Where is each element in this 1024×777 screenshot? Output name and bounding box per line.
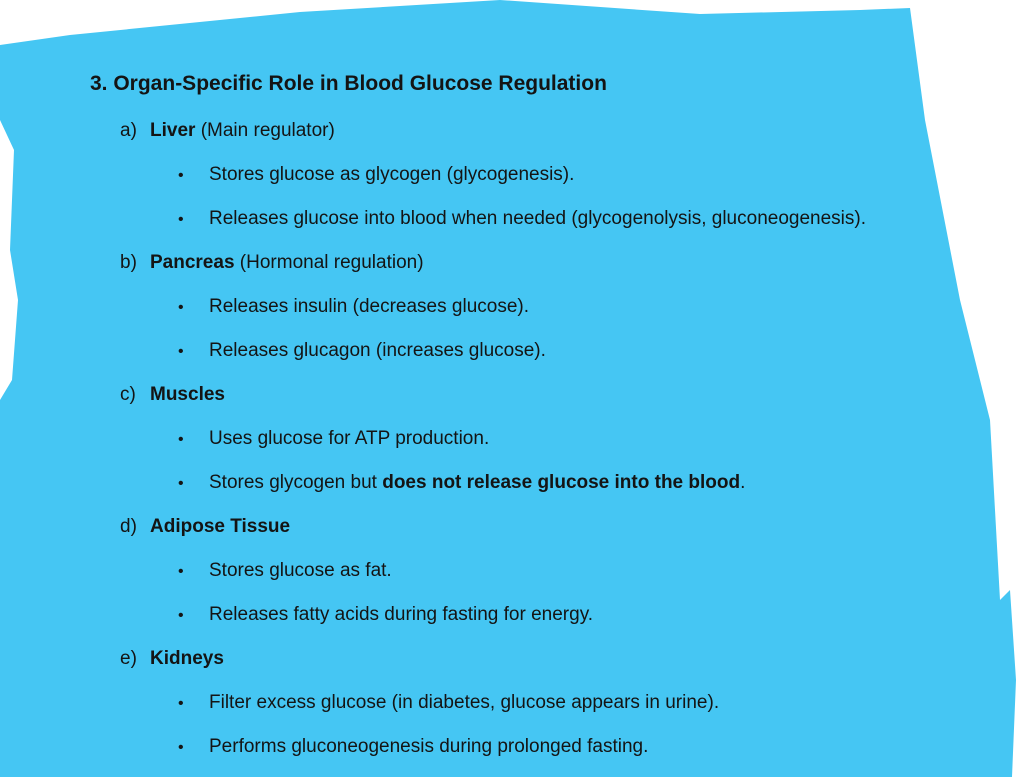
section-heading (120, 648, 224, 670)
bullet-icon: • (178, 299, 184, 316)
section-name: Adipose Tissue (150, 516, 291, 537)
list-item (178, 472, 745, 494)
list-item (178, 296, 529, 318)
list-item-text: Releases insulin (decreases glucose). (209, 296, 529, 317)
list-item-text: Stores glucose as glycogen (glycogenesis). (209, 164, 575, 185)
list-item (178, 604, 593, 626)
bullet-icon: • (178, 563, 184, 580)
section-letter: d) (120, 516, 137, 537)
bullet-icon: • (178, 475, 184, 492)
list-item-text: Releases glucagon (increases glucose). (209, 340, 546, 361)
list-item (178, 164, 574, 186)
list-item-text: Performs gluconeogenesis during prolonged fasting. (209, 736, 649, 757)
list-item (178, 208, 866, 230)
list-item (178, 692, 719, 714)
bullet-icon: • (178, 739, 184, 756)
section-heading (120, 252, 424, 274)
list-item-text: Filter excess glucose (in diabetes, glucose appears in urine). (209, 692, 720, 713)
list-item (178, 736, 648, 758)
section-name: Muscles (150, 384, 225, 405)
section-name: Pancreas (150, 252, 235, 273)
section-name: Liver (150, 120, 196, 141)
list-item-text: Stores glycogen but (209, 472, 383, 493)
list-item (178, 428, 489, 450)
section-heading (120, 516, 290, 538)
list-item-text: Releases glucose into blood when needed (glycogenolysis, gluconeogenesis). (209, 208, 866, 229)
section-heading (120, 384, 225, 406)
bullet-icon: • (178, 211, 184, 228)
section-name: Kidneys (150, 648, 224, 669)
list-item (178, 560, 392, 582)
section-letter: e) (120, 648, 137, 669)
section-letter: c) (120, 384, 136, 405)
section-note: (Hormonal regulation) (234, 252, 424, 273)
bullet-icon: • (178, 343, 184, 360)
section-letter: a) (120, 120, 137, 141)
list-item-text: Stores glucose as fat. (209, 560, 392, 581)
list-item (178, 340, 546, 362)
section-note: (Main regulator) (195, 120, 335, 141)
list-item-trailing-text: . (740, 472, 746, 493)
list-item-bold-text: does not release glucose into the blood (382, 472, 741, 493)
bullet-icon: • (178, 167, 184, 184)
section-heading (120, 120, 335, 142)
list-item-text: Uses glucose for ATP production. (209, 428, 490, 449)
list-item-text: Releases fatty acids during fasting for energy. (209, 604, 594, 625)
bullet-icon: • (178, 695, 184, 712)
bullet-icon: • (178, 607, 184, 624)
section-letter: b) (120, 252, 137, 273)
bullet-icon: • (178, 431, 184, 448)
page-title: 3. Organ-Specific Role in Blood Glucose Regulation (90, 72, 607, 95)
